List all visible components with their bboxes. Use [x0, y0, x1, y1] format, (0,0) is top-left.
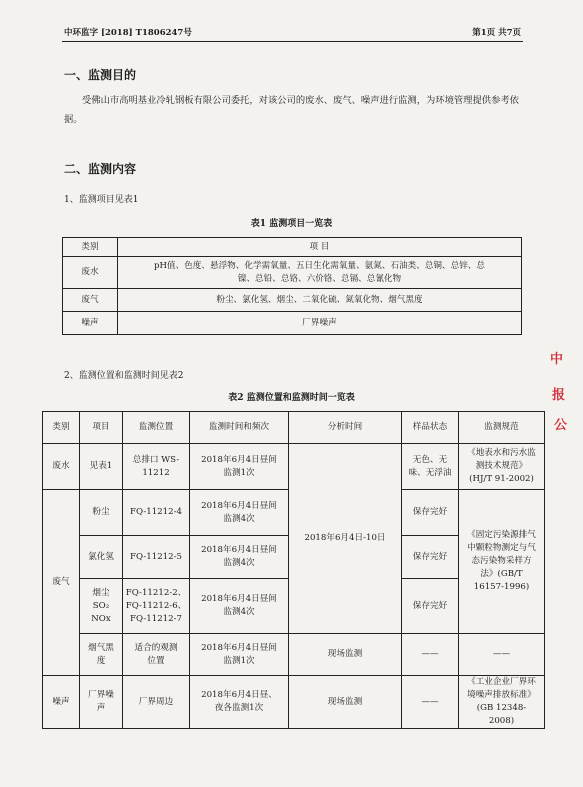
item-cell: 烟气黑度	[80, 634, 123, 676]
section-heading-content: 二、监测内容	[64, 162, 137, 176]
time-cell: 2018年6月4日昼、夜各监测1次	[190, 676, 289, 729]
time-cell: 2018年6月4日昼间监测4次	[190, 536, 289, 579]
page-header	[64, 26, 521, 40]
item-cell: 烟尘 SO₂ NOx	[80, 579, 123, 634]
sample-state-cell: 保存完好	[402, 579, 459, 634]
sample-state-cell: 保存完好	[402, 536, 459, 579]
time-cell: 2018年6月4日昼间监测4次	[190, 490, 289, 536]
category-cell: 废气	[43, 490, 80, 676]
location-cell: 适合的观测位置	[123, 634, 190, 676]
column-header: 项 目	[118, 238, 522, 257]
document-number: 中环监字 [2018] T1806247号	[64, 28, 192, 38]
page-number: 第1页 共7页	[472, 28, 521, 38]
category-cell: 噪声	[43, 676, 80, 729]
sample-state-cell: ——	[402, 676, 459, 729]
subsection-1: 1、监测项目见表1	[64, 195, 139, 205]
stamp-char: 公	[554, 418, 568, 433]
table2-caption: 表2 监测位置和监测时间一览表	[228, 393, 355, 403]
standard-cell: 《工业企业厂界环境噪声排放标准》(GB 12348-2008)	[459, 676, 545, 729]
sample-state-cell: ——	[402, 634, 459, 676]
column-header: 监测位置	[123, 412, 190, 444]
item-cell: 厂界噪声	[80, 676, 123, 729]
location-cell: FQ-11212-5	[123, 536, 190, 579]
items-cell: pH值、色度、悬浮物、化学需氧量、五日生化需氧量、氨氮、石油类、总铜、总锌、总镍、总铅、总铬、六价铬、总镉、总氰化物	[118, 257, 522, 289]
column-header: 项目	[80, 412, 123, 444]
location-cell: FQ-11212-4	[123, 490, 190, 536]
monitoring-items-table	[62, 237, 522, 335]
standard-cell: 《地表水和污水监测技术规范》(HJ/T 91-2002)	[459, 444, 545, 490]
standard-cell: 《固定污染源排气中颗粒物测定与气态污染物采样方法》(GB/T 16157-1996)	[459, 490, 545, 634]
analysis-time-cell: 现场监测	[289, 634, 402, 676]
subsection-2: 2、监测位置和监测时间见表2	[64, 371, 184, 381]
purpose-paragraph: 受佛山市高明基业冷轧钢板有限公司委托，对该公司的废水、废气、噪声进行监测，为环境管理提供参考依据。	[64, 95, 519, 125]
table-row	[43, 444, 545, 490]
standard-cell: ——	[459, 634, 545, 676]
column-header: 监测时间和频次	[190, 412, 289, 444]
location-cell: 总排口 WS-11212	[123, 444, 190, 490]
table1-caption: 表1 监测项目一览表	[250, 219, 333, 229]
location-cell: FQ-11212-2、FQ-11212-6、FQ-11212-7	[123, 579, 190, 634]
column-header: 类别	[63, 238, 118, 257]
table-row	[63, 289, 522, 312]
analysis-time-cell: 现场监测	[289, 676, 402, 729]
time-cell: 2018年6月4日昼间监测1次	[190, 444, 289, 490]
column-header: 类别	[43, 412, 80, 444]
monitoring-schedule-table	[42, 411, 545, 729]
seal-stamp	[548, 348, 568, 438]
table-row	[43, 676, 545, 729]
stamp-char: 中	[550, 352, 564, 367]
column-header: 样品状态	[402, 412, 459, 444]
analysis-time-cell: 2018年6月4日-10日	[289, 444, 402, 634]
sample-state-cell: 保存完好	[402, 490, 459, 536]
category-cell: 废水	[63, 257, 118, 289]
table-row	[43, 634, 545, 676]
header-rule	[62, 41, 523, 42]
category-cell: 废水	[43, 444, 80, 490]
column-header: 监测规范	[459, 412, 545, 444]
table-header-row	[43, 412, 545, 444]
items-cell: 厂界噪声	[118, 312, 522, 335]
time-cell: 2018年6月4日昼间监测4次	[190, 579, 289, 634]
items-cell: 粉尘、氯化氢、烟尘、二氧化硫、氮氧化物、烟气黑度	[118, 289, 522, 312]
time-cell: 2018年6月4日昼间监测1次	[190, 634, 289, 676]
column-header: 分析时间	[289, 412, 402, 444]
category-cell: 废气	[63, 289, 118, 312]
location-cell: 厂界周边	[123, 676, 190, 729]
sample-state-cell: 无色、无味、无浮油	[402, 444, 459, 490]
stamp-char: 报	[552, 388, 566, 403]
table-row	[63, 312, 522, 335]
item-cell: 粉尘	[80, 490, 123, 536]
table-row	[63, 257, 522, 289]
item-cell: 见表1	[80, 444, 123, 490]
item-cell: 氯化氢	[80, 536, 123, 579]
category-cell: 噪声	[63, 312, 118, 335]
section-heading-purpose: 一、监测目的	[64, 68, 137, 82]
table-header-row	[63, 238, 522, 257]
